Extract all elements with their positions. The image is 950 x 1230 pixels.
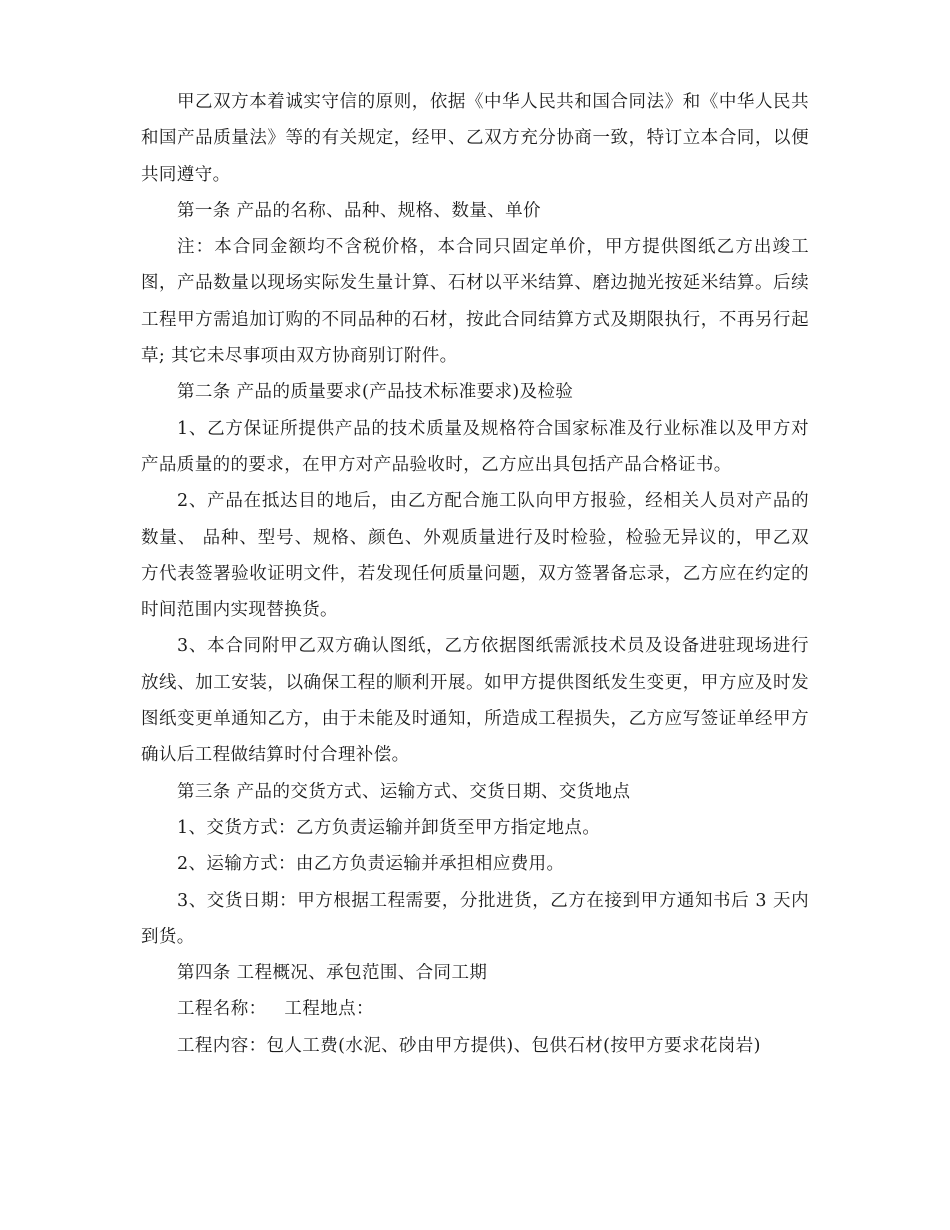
article-3-heading: 第三条 产品的交货方式、运输方式、交货日期、交货地点 (177, 781, 631, 802)
article-4-heading: 第四条 工程概况、承包范围、合同工期 (177, 963, 488, 984)
article-3-clause-2: 2、运输方式：由乙方负责运输并承担相应费用。 (177, 854, 565, 875)
article-2-clause-3: 3、本合同附甲乙双方确认图纸，乙方依据图纸需派技术员及设备进驻现场进行放线、加工安装，以确保工程的顺利开展。如甲方提供图纸发生变更，甲方应及时发图纸变更单通知乙方，由于未能及时通知，所造成工程损失，乙方应写签证单经甲方确认后工程做结算时付合理补偿。 (141, 636, 809, 766)
article-1-heading: 第一条 产品的名称、品种、规格、数量、单价 (177, 200, 541, 221)
article-2-heading: 第二条 产品的质量要求(产品技术标准要求)及检验 (177, 382, 574, 403)
project-content: 工程内容：包人工费(水泥、砂由甲方提供)、包供石材(按甲方要求花岗岩) (177, 1035, 761, 1056)
article-3-clause-1: 1、交货方式：乙方负责运输并卸货至甲方指定地点。 (177, 817, 601, 838)
article-2-clause-1: 1、乙方保证所提供产品的技术质量及规格符合国家标准及行业标准以及甲方对产品质量的的要求，在甲方对产品验收时，乙方应出具包括产品合格证书。 (141, 418, 809, 475)
article-1-note: 注：本合同金额均不含税价格，本合同只固定单价，甲方提供图纸乙方出竣工图，产品数量以现场实际发生量计算、石材以平米结算、磨边抛光按延米结算。后续工程甲方需追加订购的不同品种的石材，按此合同结算方式及期限执行，不再另行起草; 其它未尽事项由双方协商别订附件。 (141, 237, 809, 367)
contract-body (141, 84, 809, 1064)
intro-paragraph: 甲乙双方本着诚实守信的原则，依据《中华人民共和国合同法》和《中华人民共和国产品质量法》等的有关规定，经甲、乙双方充分协商一致，特订立本合同，以便共同遵守。 (141, 92, 809, 185)
project-name-location: 工程名称： 工程地点： (177, 999, 374, 1020)
article-2-clause-2: 2、产品在抵达目的地后，由乙方配合施工队向甲方报验，经相关人员对产品的数量、 品种、型号、规格、颜色、外观质量进行及时检验，检验无异议的，甲乙双方代表签署验收证明文件，若发现任何质量问题，双方签署备忘录，乙方应在约定的时间范围内实现替换货。 (141, 491, 809, 621)
article-3-clause-3: 3、交货日期：甲方根据工程需要，分批进货，乙方在接到甲方通知书后 3 天内到货。 (141, 890, 809, 947)
